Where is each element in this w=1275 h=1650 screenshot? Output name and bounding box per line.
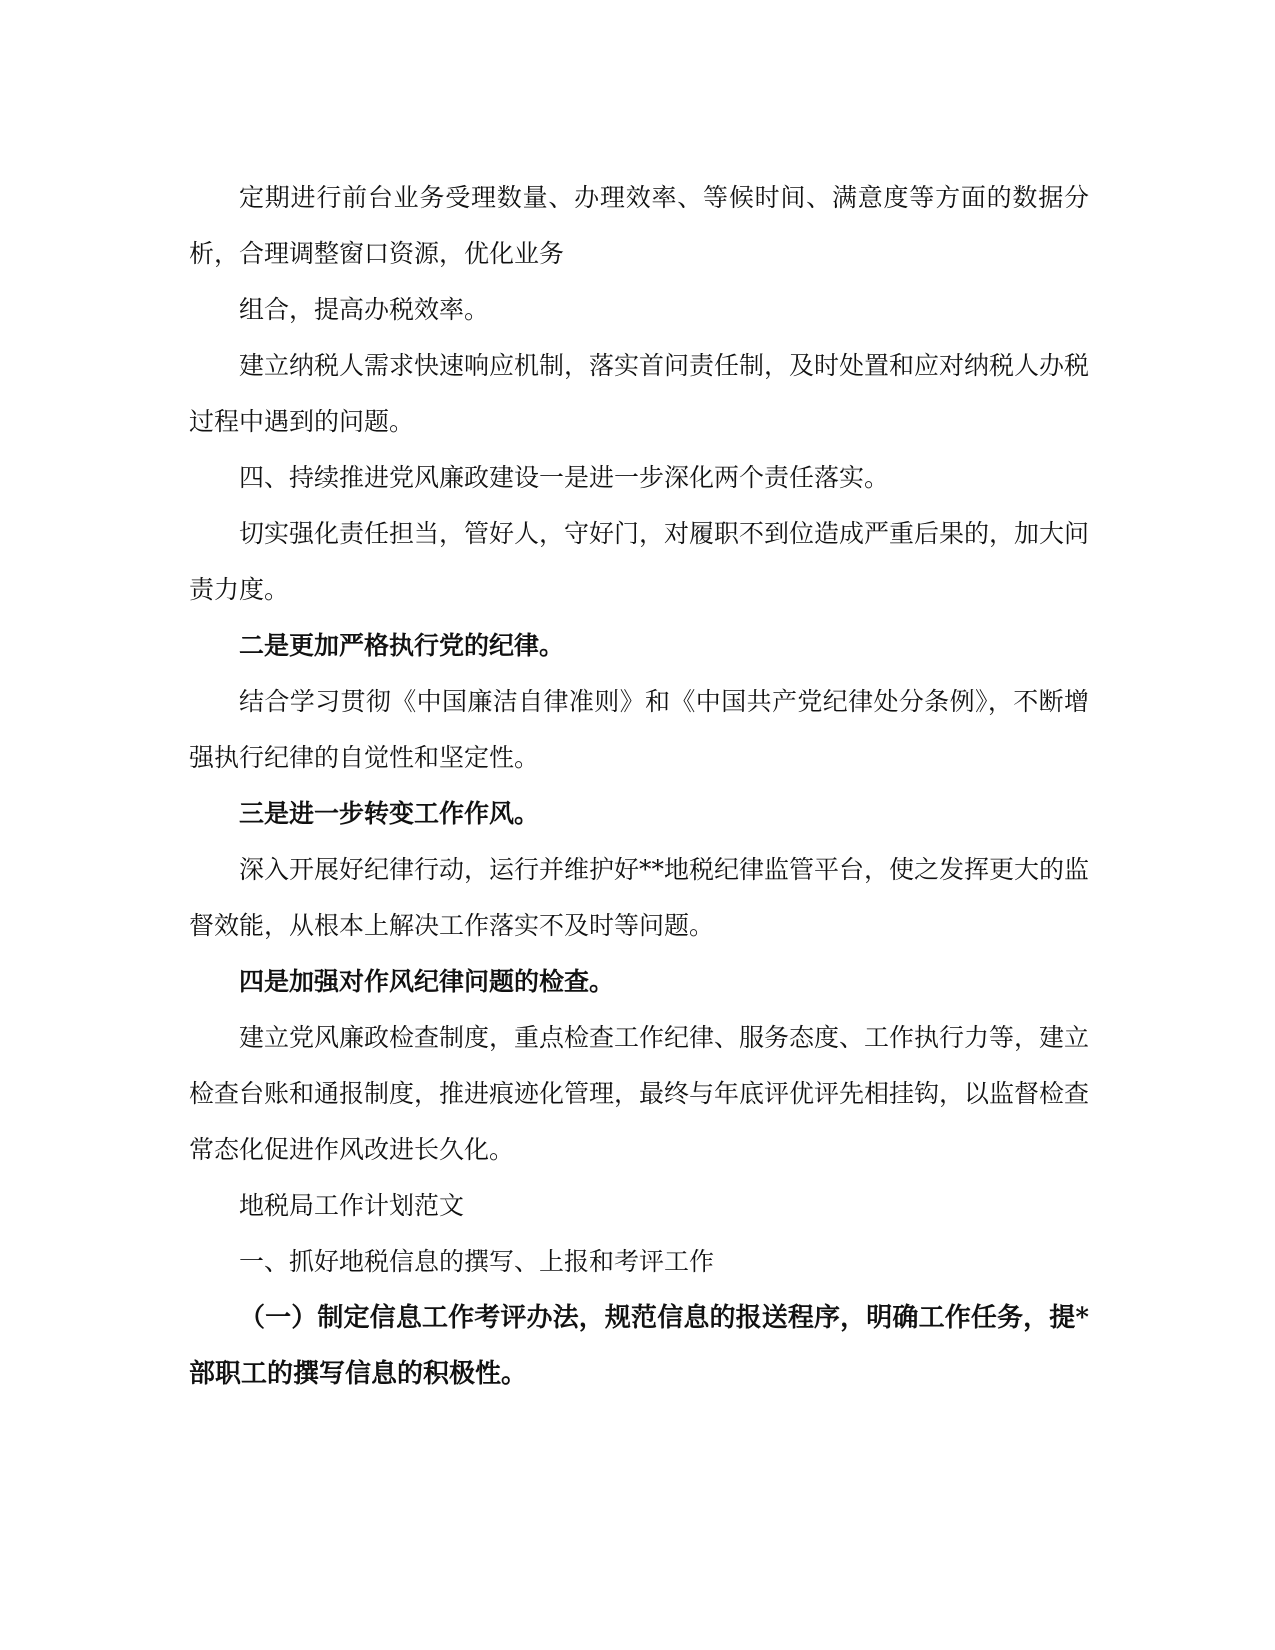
paragraph-study-rules: 结合学习贯彻《中国廉洁自律准则》和《中国共产党纪律处分条例》，不断增强执行纪律的自觉性和坚定性。: [189, 687, 1089, 772]
subheading-party-discipline: 二是更加严格执行党的纪律。: [239, 631, 565, 660]
paragraph-discipline-action: 深入开展好纪律行动，运行并维护好**地税纪律监管平台，使之发挥更大的监督效能，从根本上解决工作落实不及时等问题。: [189, 855, 1090, 940]
subheading-work-style: 三是进一步转变工作作风。: [239, 799, 540, 828]
paragraph-combination: 组合，提高办税效率。: [239, 295, 490, 324]
heading-information-work: 一、抓好地税信息的撰写、上报和考评工作: [239, 1247, 715, 1276]
section-title-work-plan: 地税局工作计划范文: [239, 1191, 465, 1220]
document-body: [189, 170, 1089, 1402]
paragraph-response-mechanism: 建立纳税人需求快速响应机制，落实首问责任制，及时处置和应对纳税人办税过程中遇到的问题。: [189, 351, 1090, 436]
subheading-evaluation-method: （一）制定信息工作考评办法，规范信息的报送程序，明确工作任务，提*部职工的撰写信息的积极性。: [189, 1303, 1089, 1389]
subheading-inspection: 四是加强对作风纪律问题的检查。: [239, 967, 615, 996]
paragraph-data-analysis: 定期进行前台业务受理数量、办理效率、等候时间、满意度等方面的数据分析，合理调整窗口资源，优化业务: [189, 183, 1089, 268]
paragraph-responsibility: 切实强化责任担当，管好人，守好门，对履职不到位造成严重后果的，加大问责力度。: [189, 519, 1090, 604]
paragraph-inspection-system: 建立党风廉政检查制度，重点检查工作纪律、服务态度、工作执行力等，建立检查台账和通报制度，推进痕迹化管理，最终与年底评优评先相挂钩，以监督检查常态化促进作风改进长久化。: [189, 1023, 1090, 1164]
heading-party-conduct: 四、持续推进党风廉政建设一是进一步深化两个责任落实。: [239, 463, 890, 492]
